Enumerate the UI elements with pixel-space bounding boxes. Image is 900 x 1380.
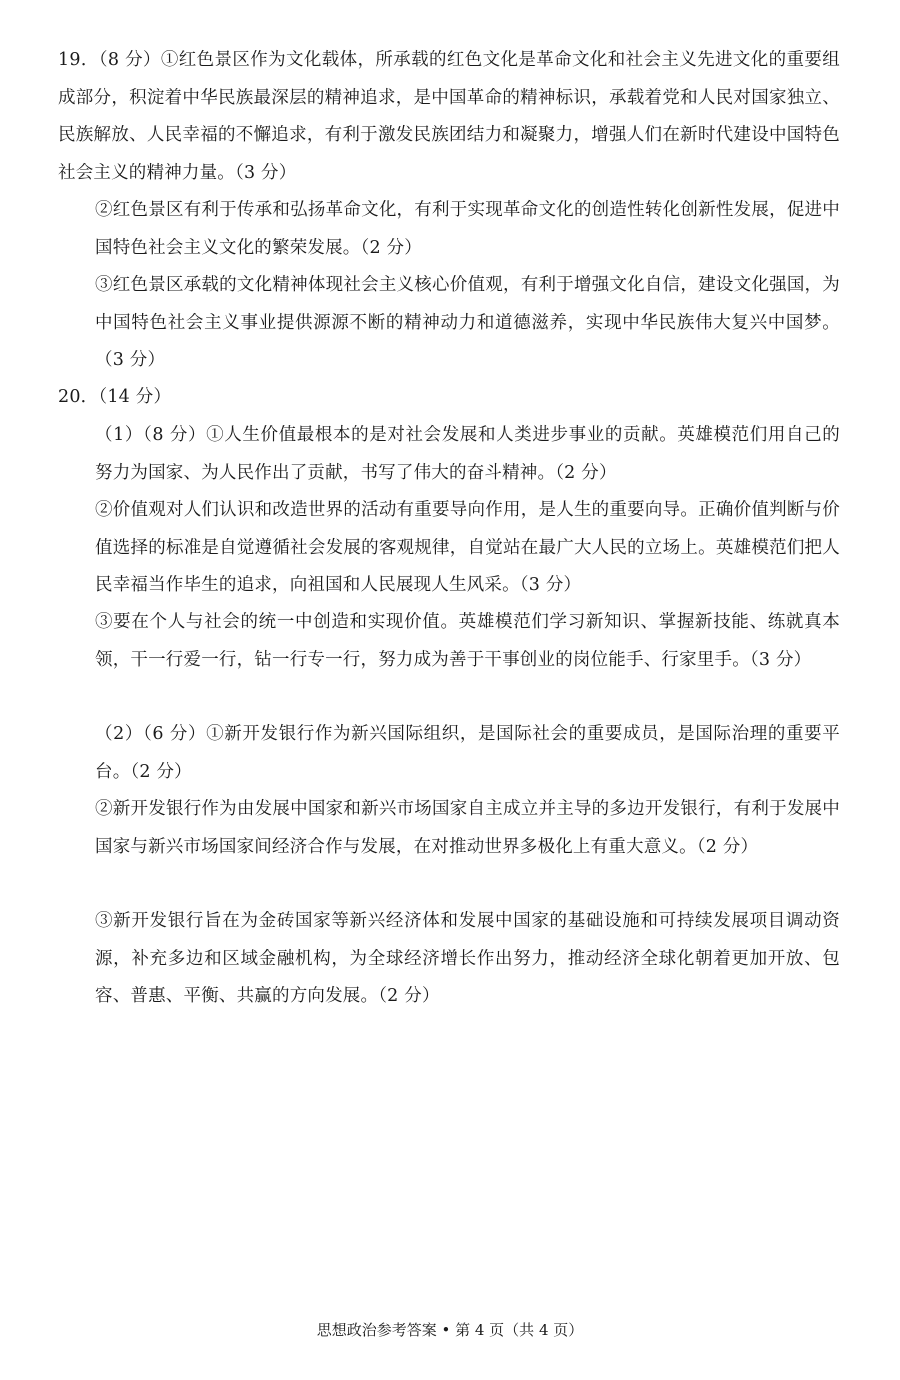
q20-2-answer-part3: ③新开发银行旨在为金砖国家等新兴经济体和发展中国家的基础设施和可持续发展项目调动资源，补充多边和区域金融机构，为全球经济增长作出努力，推动经济全球化朝着更加开放、包容、普惠、平衡、共赢的方向发展。（2 分） [95,911,840,1006]
q19-answer-part1: 19．（8 分）①红色景区作为文化载体，所承载的红色文化是革命文化和社会主义先进文化的重要组成部分，积淀着中华民族最深层的精神追求，是中国革命的精神标识，承载着党和人民对国家独立、民族解放、人民幸福的不懈追求，有利于激发民族团结力和凝聚力，增强人们在新时代建设中国特色社会主义的精神力量。（3 分） [58,50,840,183]
q19-answer-part2: ②红色景区有利于传承和弘扬革命文化，有利于实现革命文化的创造性转化创新性发展，促进中国特色社会主义文化的繁荣发展。（2 分） [95,200,840,258]
q20-1-answer-part2: ②价值观对人们认识和改造世界的活动有重要导向作用，是人生的重要向导。正确价值判断与价值选择的标准是自觉遵循社会发展的客观规律，自觉站在最广大人民的立场上。英雄模范们把人民幸福当作毕生的追求，向祖国和人民展现人生风采。（3 分） [95,500,840,595]
q19-answer-part3: ③红色景区承载的文化精神体现社会主义核心价值观，有利于增强文化自信，建设文化强国，为中国特色社会主义事业提供源源不断的精神动力和道德滋养，实现中华民族伟大复兴中国梦。（3 分） [95,275,840,370]
q20-header: 20．（14 分） [58,387,172,407]
q20-2-answer-part2: ②新开发银行作为由发展中国家和新兴市场国家自主成立并主导的多边开发银行，有利于发展中国家与新兴市场国家间经济合作与发展，在对推动世界多极化上有重大意义。（2 分） [95,799,840,857]
q20-1-answer-part1: （1）（8 分）①人生价值最根本的是对社会发展和人类进步事业的贡献。英雄模范们用自己的努力为国家、为人民作出了贡献，书写了伟大的奋斗精神。（2 分） [95,425,840,483]
q20-1-answer-part3: ③要在个人与社会的统一中创造和实现价值。英雄模范们学习新知识、掌握新技能、练就真本领，干一行爱一行，钻一行专一行，努力成为善于干事创业的岗位能手、行家里手。（3 分） [95,612,840,670]
page-footer: 思想政治参考答案 • 第 4 页（共 4 页） [316,1321,584,1339]
q20-2-answer-part1: （2）（6 分）①新开发银行作为新兴国际组织，是国际社会的重要成员，是国际治理的重要平台。（2 分） [95,724,840,782]
